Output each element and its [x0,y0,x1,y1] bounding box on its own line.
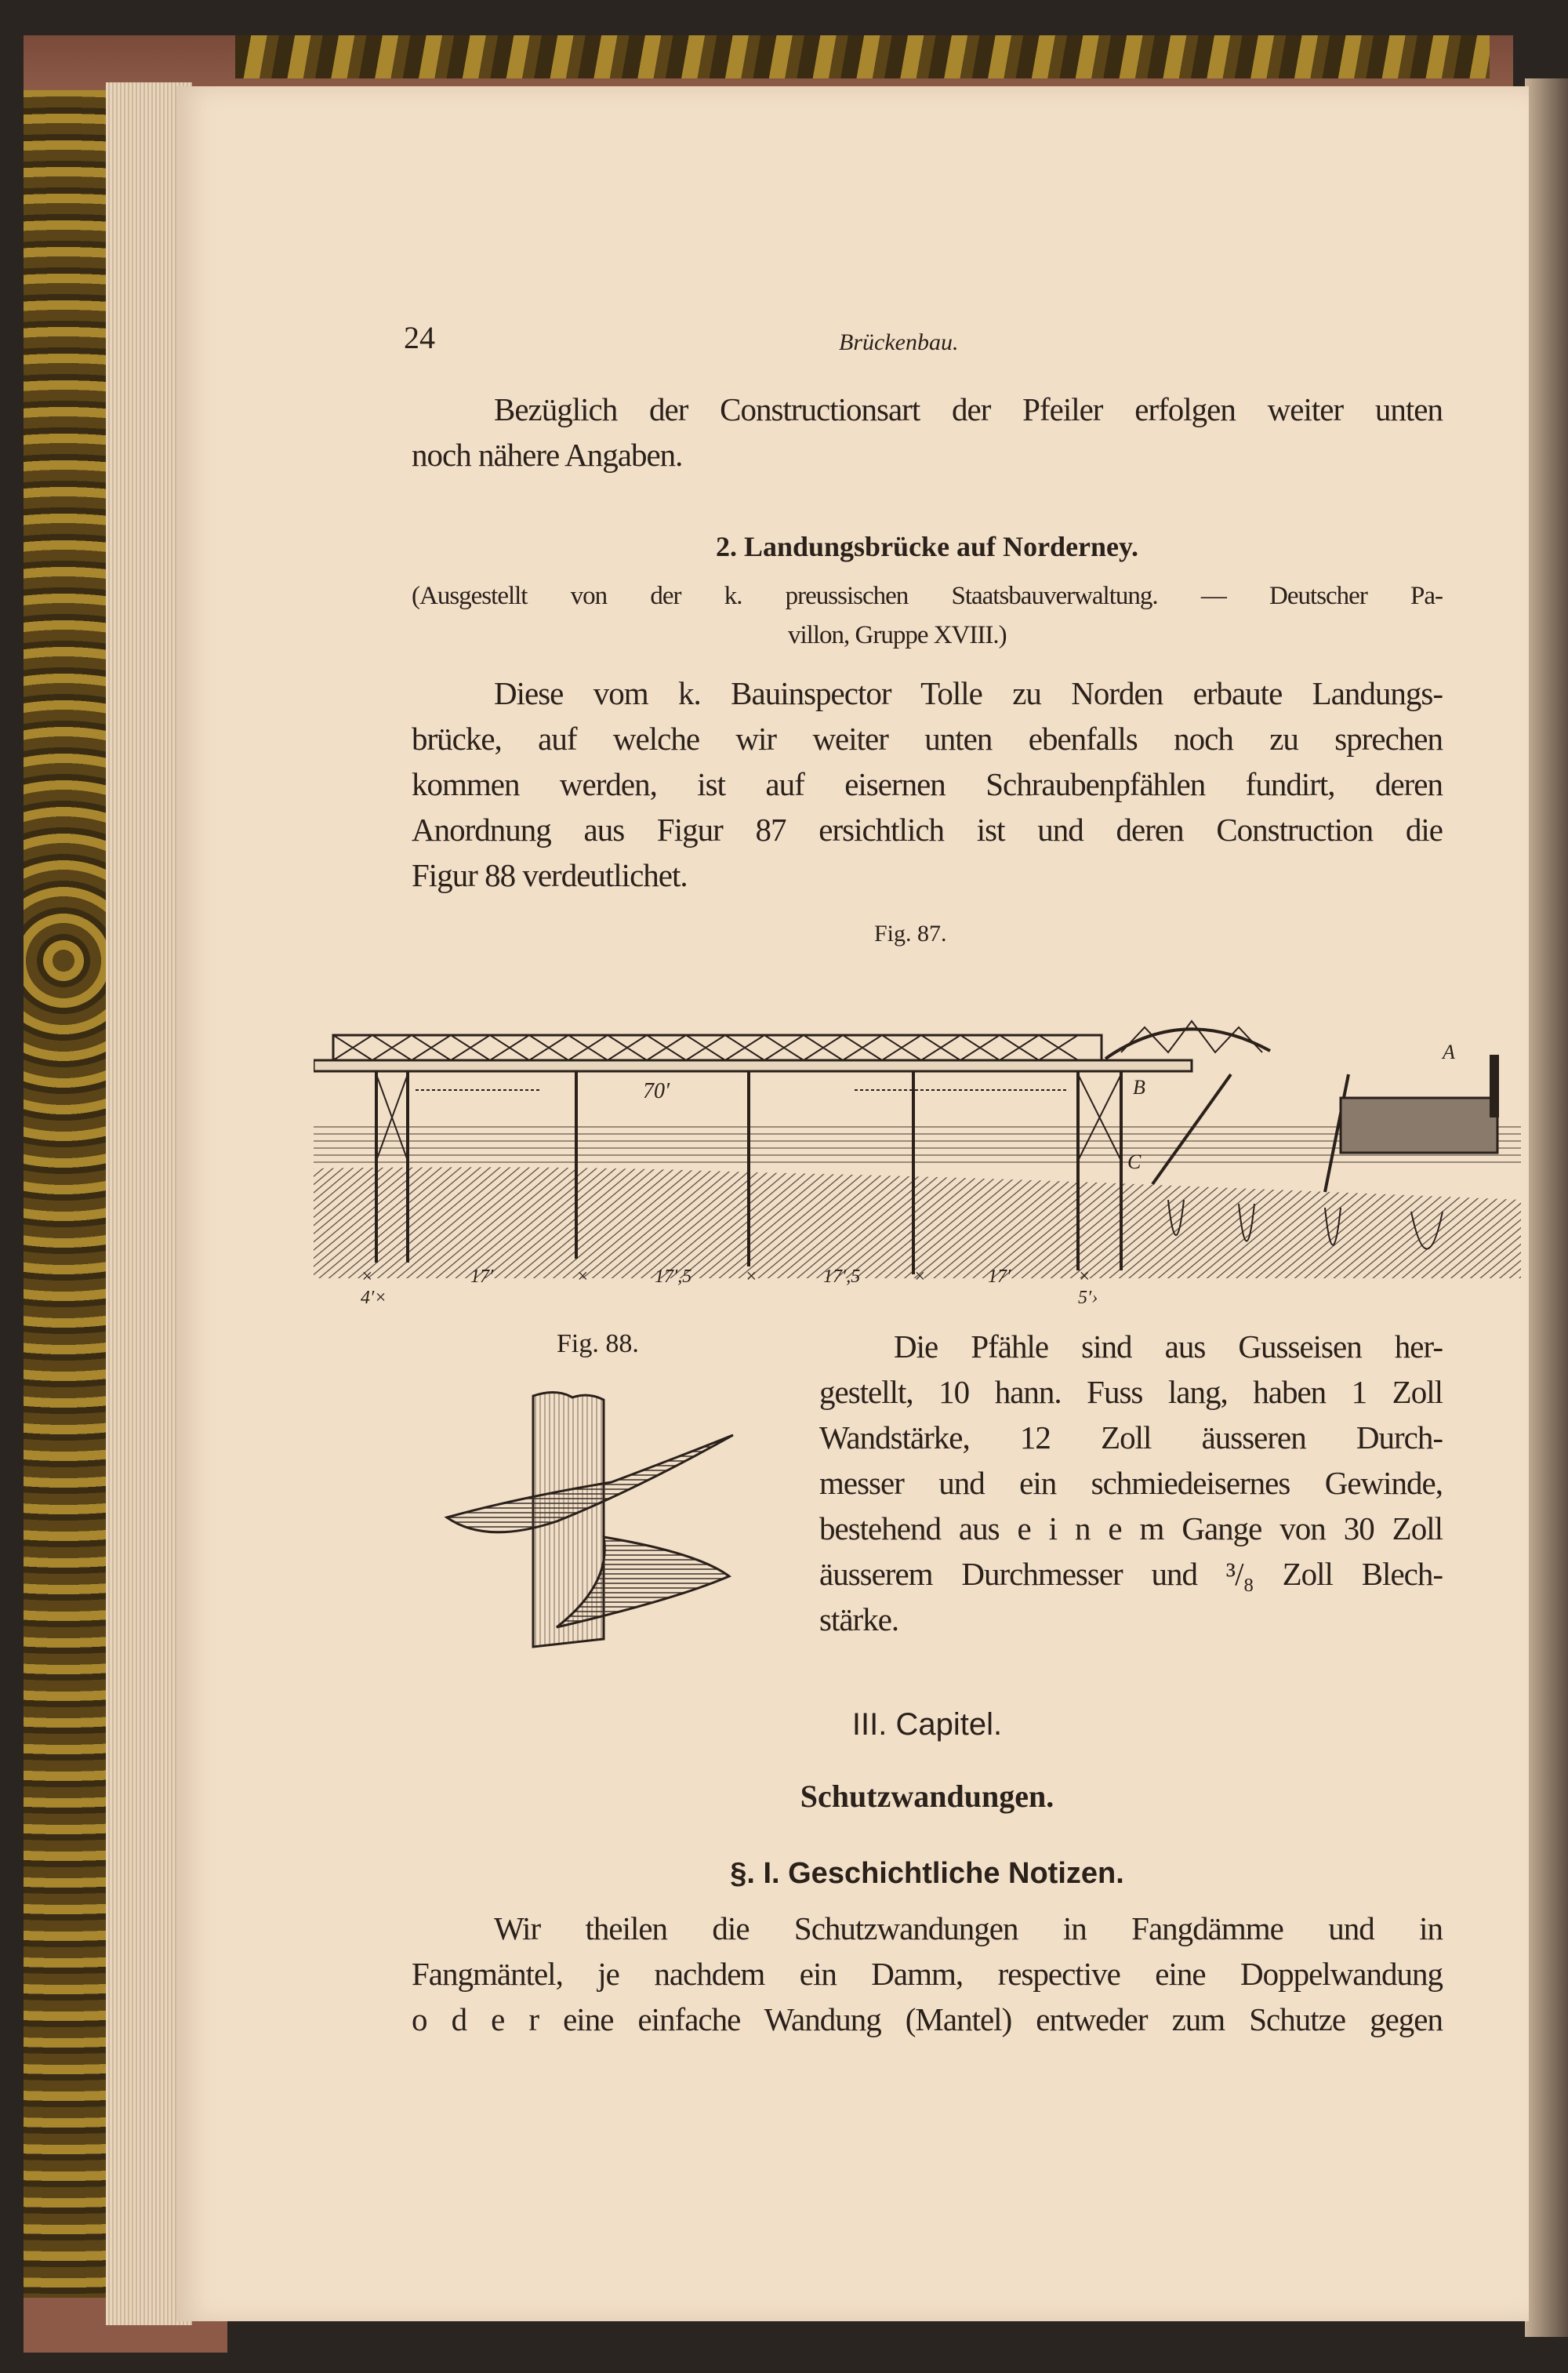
text-line: bestehend aus e i n e m Gange von 30 Zoll [819,1510,1443,1546]
text-line: Figur 88 verdeutlichet. [412,857,688,893]
chapter-subtitle: Schutzwandungen. [800,1779,1054,1814]
book-cover-marble-top [235,35,1490,78]
text-line: Wandstärke, 12 Zoll äusseren Durch- [819,1419,1443,1455]
paragraph-1 [412,387,1443,478]
figure-88-caption: Fig. 88. [557,1329,639,1358]
dimension-label: 17′,5 [655,1266,692,1287]
label-c: C [1127,1150,1142,1173]
figure-87-caption: Fig. 87. [874,921,947,947]
exhibition-note [412,576,1443,655]
paragraph-2 [412,670,1443,898]
paragraph-4 [412,1906,1443,2042]
text-line: brücke, auf welche wir weiter unten ebenfalls noch zu sprechen [412,721,1443,757]
page-number: 24 [404,320,435,355]
right-page-edge [1525,78,1568,2337]
text-line: Die Pfähle sind aus Gusseisen her- [894,1328,1443,1365]
dimension-label: × 5′› [1078,1266,1098,1308]
dimension-label: 17′ [988,1266,1011,1287]
text-line: Diese vom k. Bauinspector Tolle zu Norden erbaute Landungs- [494,675,1443,711]
text-line: Fangmäntel, je nachdem ein Damm, respective eine Doppelwandung [412,1956,1443,1992]
text-line: (Ausgestellt von der k. preussischen Staatsbauverwaltung. — Deutscher Pa- [412,582,1443,610]
label-a: A [1443,1041,1455,1063]
text-line: kommen werden, ist auf eisernen Schraubenpfählen fundirt, deren [412,766,1443,802]
chapter-title: III. Capitel. [851,1707,1003,1742]
dimension-label: 17′,5 [823,1266,861,1287]
text-line: messer und ein schmiedeisernes Gewinde, [819,1465,1443,1501]
span-label: 70′ [643,1079,670,1103]
text-line: Bezüglich der Constructionsart der Pfeiler erfolgen weiter unten [494,391,1443,427]
text-line: Anordnung aus Figur 87 ersichtlich ist und deren Construction die [412,812,1443,848]
text-line: äusserem Durchmesser und ³/₈ Zoll Blech- [819,1556,1443,1592]
text-line: gestellt, 10 hann. Fuss lang, haben 1 Zoll [819,1374,1443,1410]
dimension-label: × [913,1266,927,1287]
dimension-label: × [576,1266,590,1287]
figure-87-pier-illustration [314,1004,1521,1286]
text-line: Wir theilen die Schutzwandungen in Fangdämme und in [494,1910,1443,1946]
section-title: §. I. Geschichtliche Notizen. [730,1857,1124,1890]
label-b: B [1133,1076,1145,1099]
running-title: Brückenbau. [839,329,959,355]
section-heading: 2. Landungsbrücke auf Norderney. [715,531,1139,562]
paragraph-3 [819,1324,1443,1642]
text-line: villon, Gruppe XVIII.) [788,621,1007,649]
text-line: stärke. [819,1601,899,1637]
figure-88-screw-pile-illustration [439,1388,745,1655]
dimension-label: 17′ [470,1266,494,1287]
text-line: noch nähere Angaben. [412,437,683,473]
dimension-label: × 4′× [361,1266,387,1308]
dimension-label: × [745,1266,758,1287]
text-line: o d e r eine einfache Wandung (Mantel) entweder zum Schutze gegen [412,2001,1443,2037]
